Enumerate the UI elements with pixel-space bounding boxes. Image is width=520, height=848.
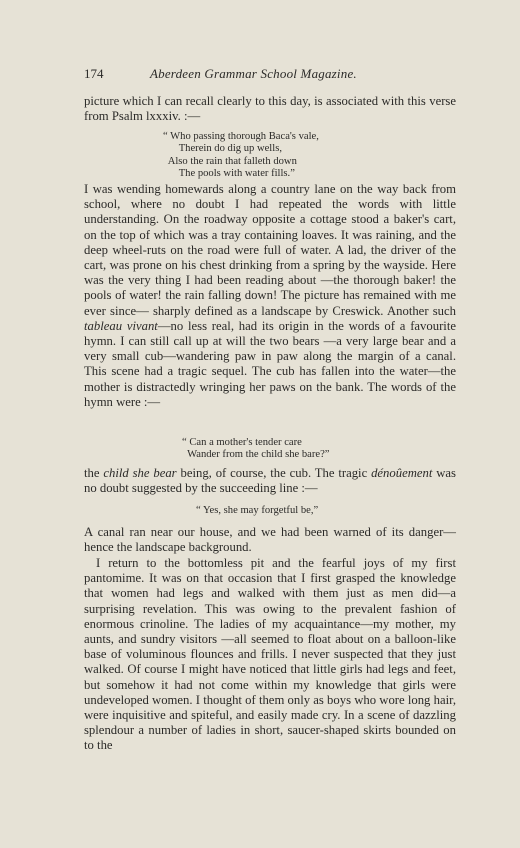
- page-header: [84, 66, 456, 82]
- paragraph-4: A canal ran near our house, and we had been warned of its danger—hence the landscape background.: [84, 525, 456, 555]
- paragraph-3-text-a: the: [84, 466, 104, 480]
- running-title: Aberdeen Grammar School Magazine.: [150, 66, 357, 81]
- paragraph-1: picture which I can recall clearly to this day, is associated with this verse from Psalm lxxxiv. :—: [84, 94, 456, 124]
- paragraph-3-text-c: was no doubt suggested by the succeeding line :—: [84, 466, 456, 496]
- page-number: 174: [84, 66, 104, 81]
- paragraph-5: I return to the bottomless pit and the fearful joys of my first pantomime. It was on that occasion that I first grasped the knowledge that women had legs and walked with them just as men did—a surprising revelation. This was owing to the prevalent fashion of enormous crinoline. The ladies of my acquaintance—my mother, my aunts, and sundry visitors —all seemed to float about on a balloon-like base of voluminous flounces and frills. I never suspected that they just walked. Of course I might have noticed that little girls had legs and feet, but somehow it had not come within my knowledge that girls were undeveloped women. I thought of them only as boys who wore long hair, were inquisitive and spiteful, and easily made cry. In a scene of dazzling splendour a number of ladies in short, saucer-shaped skirts bounded on to the: [84, 556, 456, 753]
- hymn-quote: “ Can a mother's tender care Wander from the child she bare?”: [182, 437, 330, 461]
- paragraph-3: [84, 466, 456, 496]
- paragraph-2-italic: tableau vivant: [84, 318, 158, 333]
- paragraph-3-text-b: being, of course, the cub. The tragic: [176, 466, 372, 480]
- paragraph-2-text-a: I was wending homewards along a country lane on the way back from school, where no doubt I had repeated the words with little understanding. On the roadway opposite a cottage stood a baker's cart, on the top of which was a tray containing loaves. It was raining, and the deep wheel-ruts on the road were full of water. A lad, the driver of the cart, was prone on his chest drinking from a spring by the wayside. Here was the very thing I had been reading about —the thorough baker! the pools of water! the rain falling down! The picture has remained with me ever since— sharply defined as a landscape by Creswick. Another such: [84, 182, 456, 318]
- paragraph-2-text-b: —no less real, had its origin in the words of a favourite hymn. I can still call up at will the two bears —a very large bear and a very small cub—wandering paw in paw along the margin of a canal. This scene had a tragic sequel. The cub has fallen into the water—the mother is distractedly wringing her paws on the bank. The words of the hymn were :—: [84, 318, 456, 409]
- psalm-quote: “ Who passing thorough Baca's vale, Therein do dig up wells, Also the rain that falleth down The pools with water fills.”: [163, 131, 319, 180]
- paragraph-2: [84, 182, 456, 410]
- paragraph-3-italic-1: child she bear: [103, 466, 177, 480]
- paragraph-3-italic-2: dénoûement: [371, 466, 433, 480]
- hymn-line-quote: “ Yes, she may forgetful be,”: [196, 505, 319, 516]
